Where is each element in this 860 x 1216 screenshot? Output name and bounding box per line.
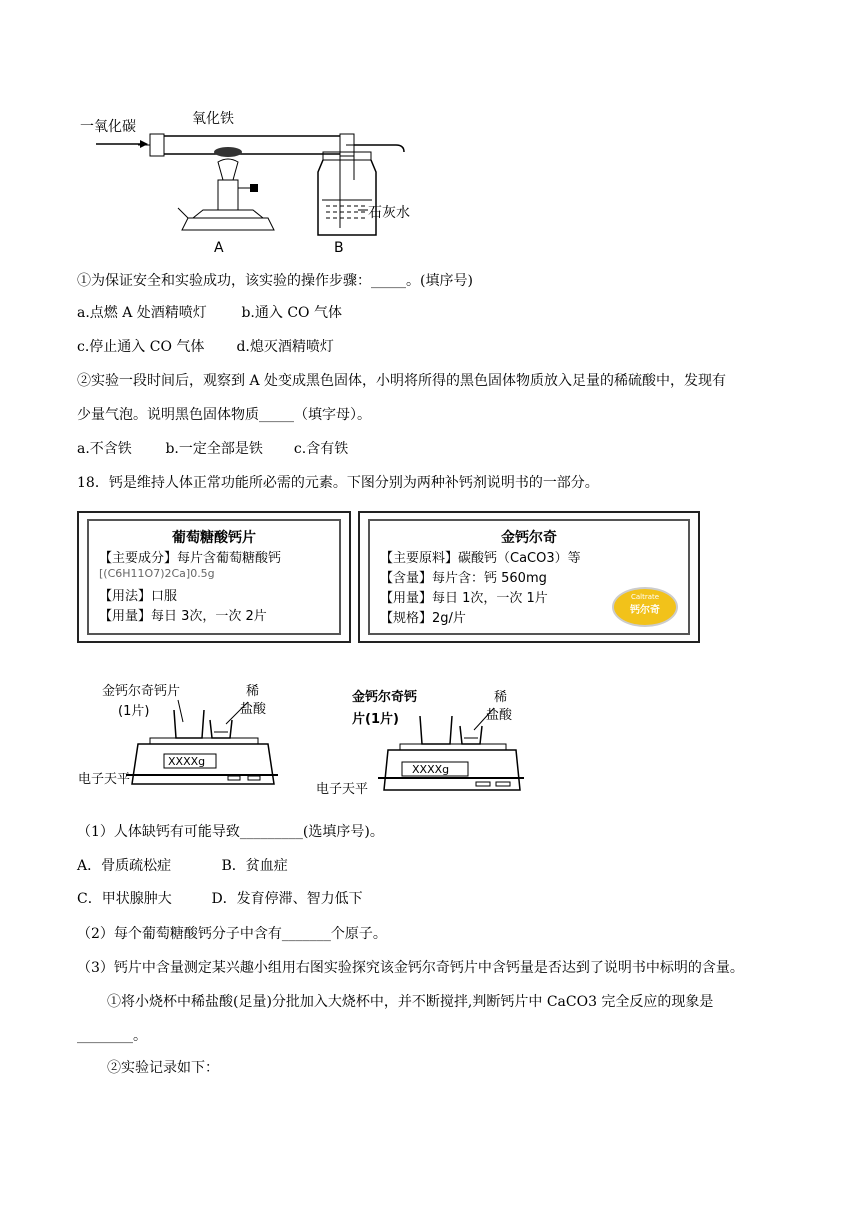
card-row-ingredient: 【主要原料】碳酸钙（CaCO3）等 bbox=[380, 551, 581, 566]
q17-options-ab bbox=[77, 303, 342, 323]
option-c: c.停止通入 CO 气体 bbox=[77, 339, 205, 355]
q18-part1-options-ab bbox=[77, 856, 288, 876]
q18-part1: （1）人体缺钙有可能导致_________(选填序号)。 bbox=[77, 824, 384, 840]
choice-c: c.含有铁 bbox=[293, 441, 349, 457]
option-d: d.熄灭酒精喷灯 bbox=[236, 339, 334, 355]
q17-choices bbox=[77, 439, 348, 459]
acid-label-2: 盐酸 bbox=[486, 708, 513, 723]
card-title: 金钙尔奇 bbox=[501, 530, 557, 546]
acid-label-1: 稀 bbox=[494, 690, 508, 705]
q18-part1-options-cd bbox=[77, 889, 363, 909]
choice-b: b.一定全部是铁 bbox=[165, 441, 263, 457]
card-inner-border bbox=[368, 519, 690, 635]
acid-label-1: 稀 bbox=[246, 684, 260, 699]
tablet-label-1: 金钙尔奇钙片 bbox=[102, 684, 181, 699]
acid-label-2: 盐酸 bbox=[240, 702, 267, 717]
option-d: D．发育停滞、智力低下 bbox=[211, 891, 363, 907]
tablet-label-1: 金钙尔奇钙 bbox=[352, 690, 418, 705]
logo-cn: 钙尔奇 bbox=[630, 605, 660, 616]
q17-step2-line1: ②实验一段时间后，观察到 A 处变成黑色固体，小明将所得的黑色固体物质放入足量的稀硫酸中，发现有 bbox=[77, 373, 727, 389]
q18-part2: （2）每个葡萄糖酸钙分子中含有_______个原子。 bbox=[77, 926, 387, 942]
label-b: B bbox=[334, 240, 344, 256]
balance-label: 电子天平 bbox=[316, 782, 369, 797]
q18-part3-step1a: ①将小烧杯中稀盐酸(足量)分批加入大烧杯中，并不断搅拌,判断钙片中 CaCO3 完全反应的现象是 bbox=[107, 994, 714, 1010]
q18-part3-step2: ②实验记录如下： bbox=[107, 1060, 219, 1076]
card-row-dosage: 【用量】每日 1次，一次 1片 bbox=[380, 591, 548, 606]
label-limewater: 石灰水 bbox=[368, 205, 410, 221]
label-a: A bbox=[214, 240, 224, 256]
q18-part3-step1b: ________。 bbox=[77, 1028, 147, 1044]
card-row-spec: 【规格】2g/片 bbox=[380, 611, 466, 626]
q17-options-cd bbox=[77, 337, 334, 357]
balance-display: XXXXg bbox=[412, 763, 450, 776]
instruction-card-gluconate bbox=[77, 511, 351, 643]
card-row-ingredient: 【主要成分】每片含葡萄糖酸钙 bbox=[99, 551, 282, 566]
caltrate-logo bbox=[612, 587, 678, 627]
balance-display: XXXXg bbox=[168, 755, 206, 768]
card-row-content: 【含量】每片含：钙 560mg bbox=[380, 571, 547, 586]
apparatus-diagram bbox=[78, 100, 458, 260]
tablet-label-2: 片(1片) bbox=[352, 712, 399, 727]
card-row-usage: 【用法】口服 bbox=[99, 589, 178, 604]
option-a: a.点燃 A 处酒精喷灯 bbox=[77, 305, 207, 321]
card-row-dosage: 【用量】每日 3次，一次 2片 bbox=[99, 609, 267, 624]
instruction-card-caltrate bbox=[358, 511, 700, 643]
card-inner-border bbox=[87, 519, 341, 635]
option-a: A．骨质疏松症 bbox=[77, 858, 172, 874]
balance-label: 电子天平 bbox=[78, 772, 131, 787]
q17-step1: ①为保证安全和实验成功，该实验的操作步骤：_____。(填序号) bbox=[77, 273, 473, 289]
card-title: 葡萄糖酸钙片 bbox=[172, 530, 256, 546]
q18-part3: （3）钙片中含量测定某兴趣小组用右图实验探究该金钙尔奇钙片中含钙量是否达到了说明书中标明的含量。 bbox=[77, 960, 744, 976]
q17-step2-line2: 少量气泡。说明黑色固体物质_____（填字母）。 bbox=[77, 407, 371, 423]
tablet-label-2: (1片) bbox=[118, 704, 150, 719]
option-b: B．贫血症 bbox=[221, 858, 288, 874]
label-co: 一氧化碳 bbox=[80, 119, 136, 135]
card-row-formula: [(C6H11O7)2Ca]0.5g bbox=[99, 567, 215, 580]
q18-intro: 18．钙是维持人体正常功能所必需的元素。下图分别为两种补钙剂说明书的一部分。 bbox=[77, 475, 599, 491]
option-b: b.通入 CO 气体 bbox=[241, 305, 342, 321]
logo-text: Caltrate bbox=[630, 593, 660, 601]
option-c: C．甲状腺肿大 bbox=[77, 891, 172, 907]
choice-a: a.不含铁 bbox=[77, 441, 132, 457]
balance-diagram-2 bbox=[316, 686, 536, 806]
label-iron-oxide: 氧化铁 bbox=[192, 111, 234, 127]
balance-diagram-1 bbox=[78, 680, 308, 800]
